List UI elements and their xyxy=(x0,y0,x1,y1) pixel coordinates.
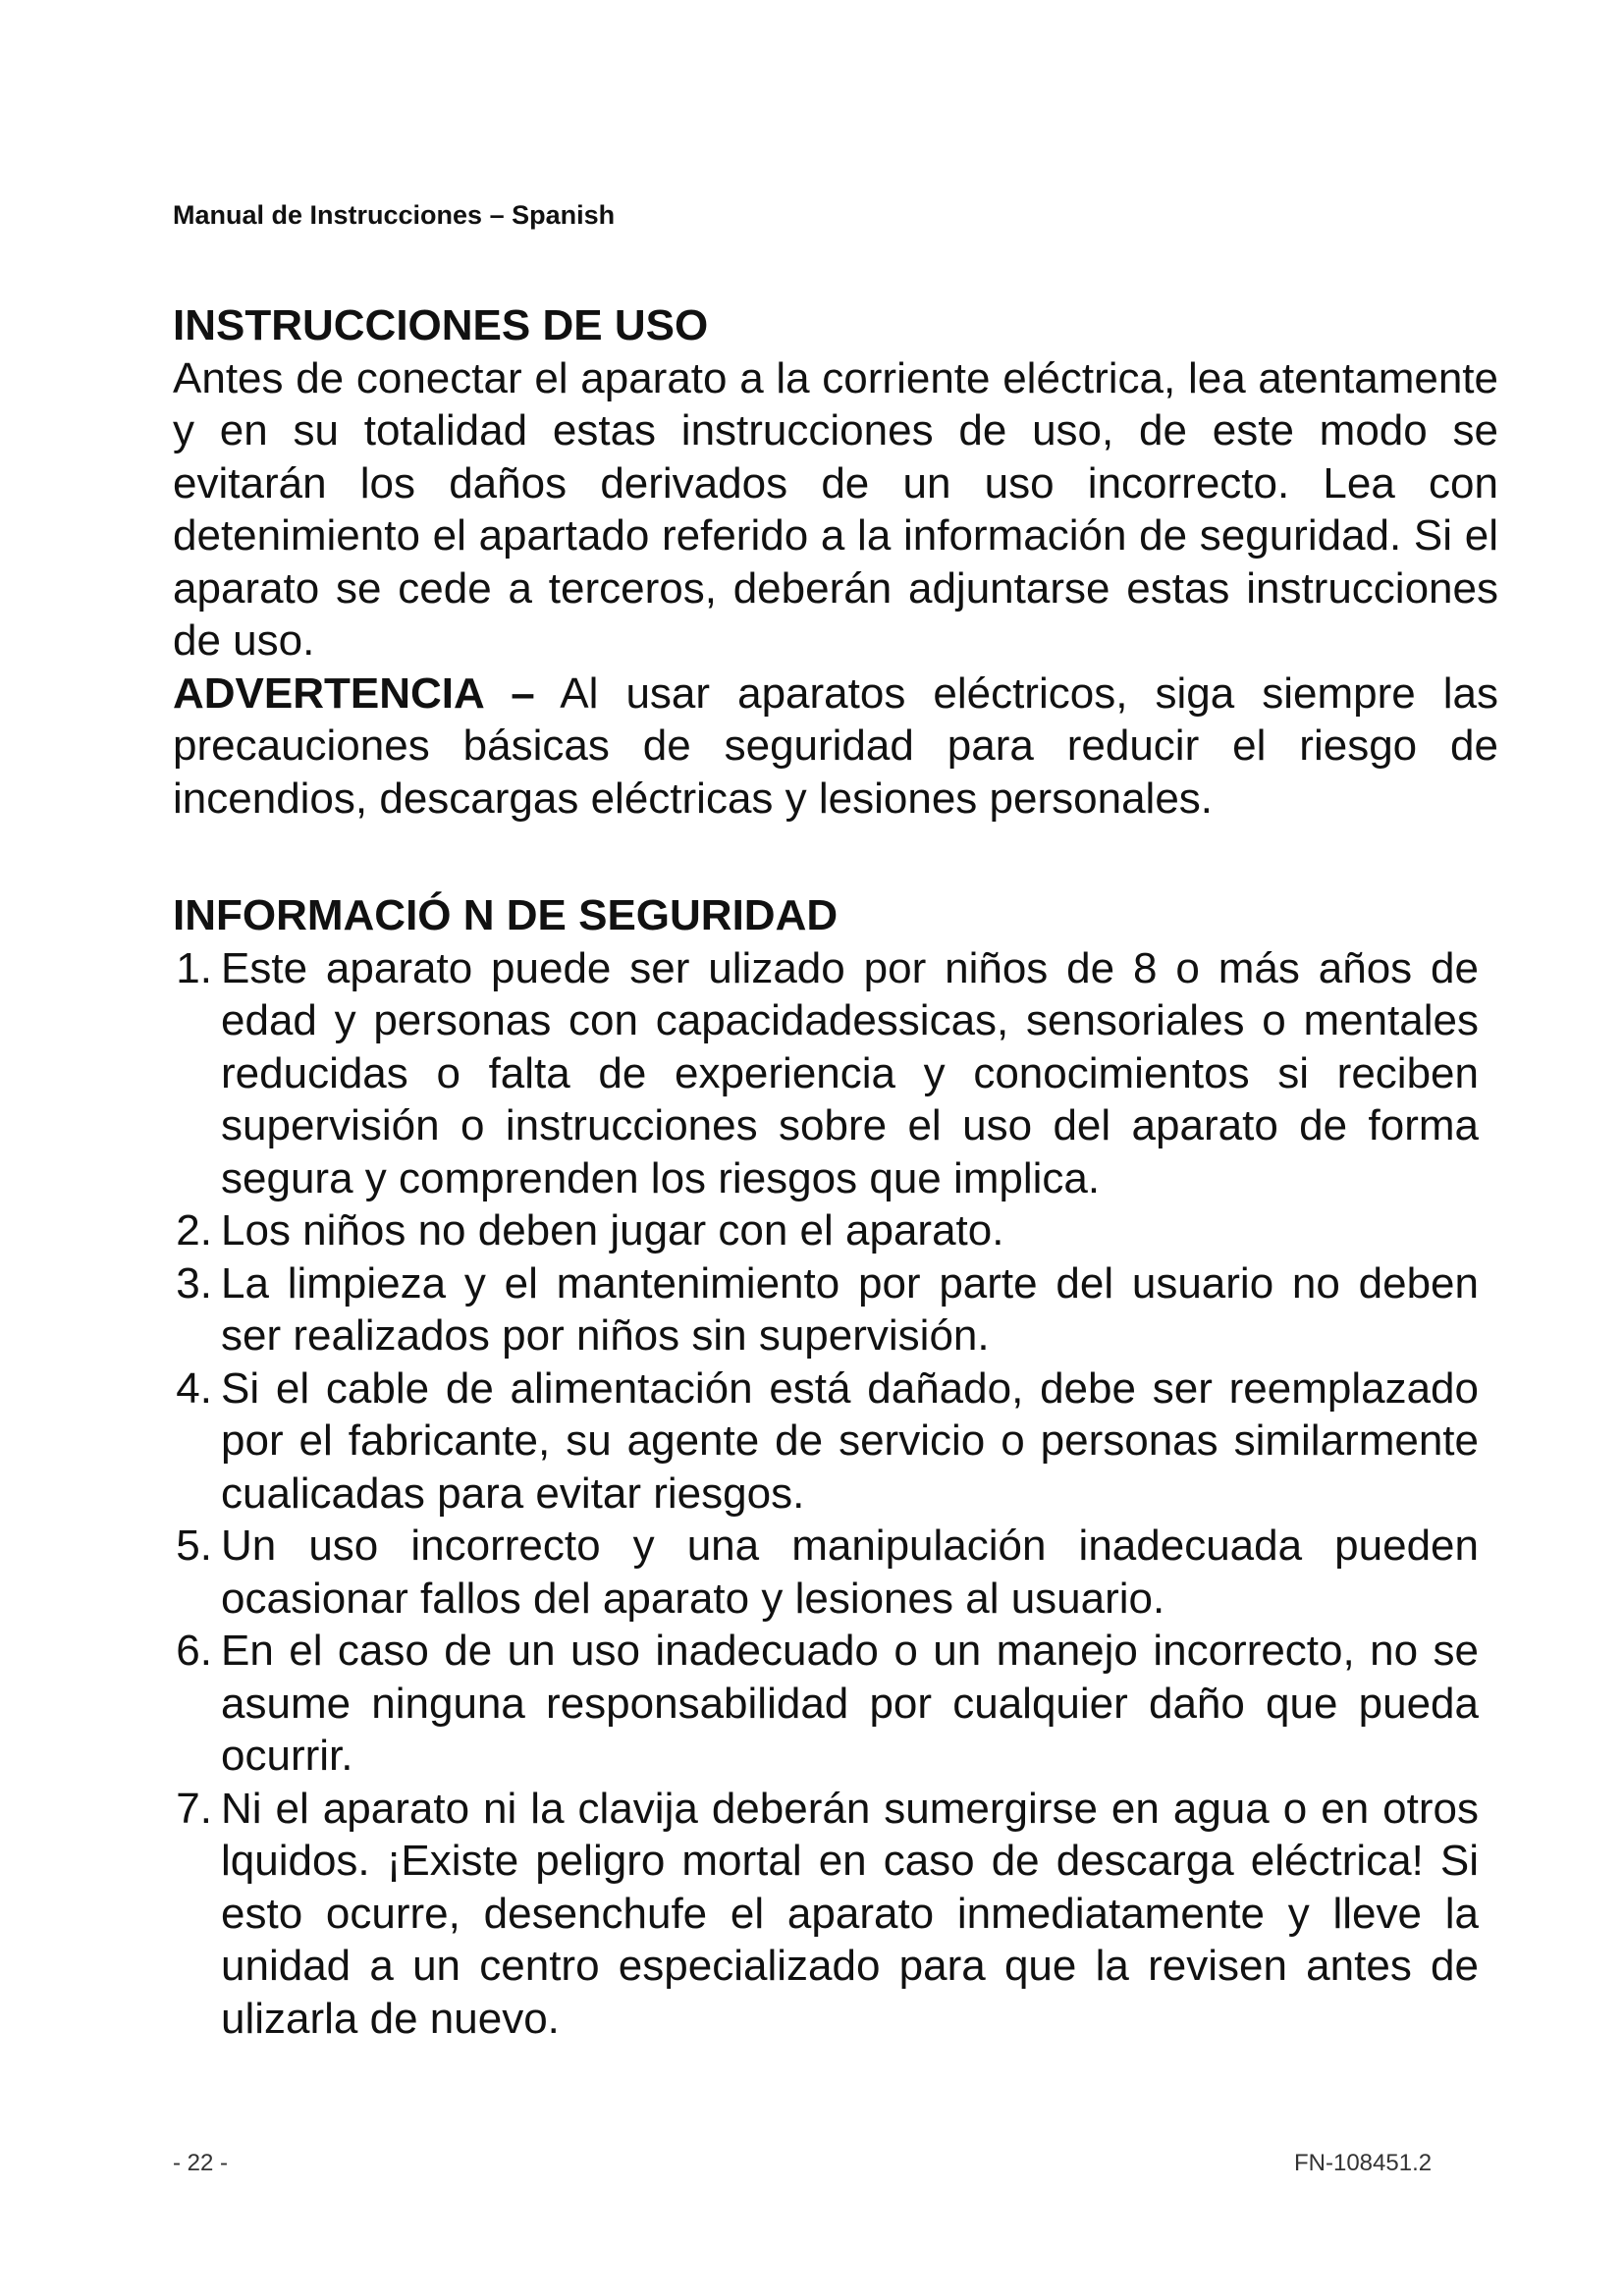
section-spacer xyxy=(173,825,1498,889)
warning-paragraph xyxy=(173,667,1498,826)
list-item-text: Un uso incorrecto y una manipulación inadecuada pueden ocasionar fallos del aparato y lesiones al usuario. xyxy=(221,1522,1479,1623)
list-item-number: 1. xyxy=(176,943,212,992)
list-item xyxy=(173,1520,1479,1625)
warning-label: ADVERTENCIA – xyxy=(173,668,535,718)
page-content xyxy=(173,299,1498,2045)
document-code: FN-108451.2 xyxy=(1294,2150,1433,2176)
list-item xyxy=(173,1257,1479,1362)
list-item xyxy=(173,1204,1479,1257)
instructions-heading: INSTRUCCIONES DE USO xyxy=(173,301,709,349)
list-item-number: 5. xyxy=(176,1522,212,1570)
list-item xyxy=(173,942,1479,1205)
list-item-text: Este aparato puede ser ulizado por niños de 8 o más años de edad y personas con capacidadessicas, sensoriales o mentales reducidas o falta de experiencia y conocimientos si reciben supervisión o instrucciones sobre el uso del aparato de forma segura y comprenden los riesgos que implica. xyxy=(221,943,1479,1202)
page-header: Manual de Instrucciones – Spanish xyxy=(173,200,616,230)
list-item xyxy=(173,1362,1479,1521)
list-item xyxy=(173,1625,1479,1783)
list-item-text: Si el cable de alimentación está dañado, debe ser reemplazado por el fabricante, su agente de servicio o personas similarmente cualicadas para evitar riesgos. xyxy=(221,1363,1479,1518)
instructions-paragraph: Antes de conectar el aparato a la corriente eléctrica, lea atentamente y en su totalidad estas instrucciones de uso, de este modo se evitarán los daños derivados de un uso incorrecto. Lea con detenimiento el apartado referido a la información de seguridad. Si el aparato se cede a terceros, deberán adjuntarse estas instrucciones de uso. xyxy=(173,353,1498,665)
list-item-text: Los niños no deben jugar con el aparato. xyxy=(221,1206,1004,1255)
list-item xyxy=(173,1783,1479,2046)
list-item-number: 2. xyxy=(176,1206,212,1255)
list-item-number: 6. xyxy=(176,1627,212,1675)
list-item-number: 4. xyxy=(176,1363,212,1413)
page-number: - 22 - xyxy=(173,2150,229,2176)
list-item-number: 3. xyxy=(176,1258,212,1308)
safety-list xyxy=(173,942,1498,2046)
list-item-text: La limpieza y el mantenimiento por parte del usuario no deben ser realizados por niños sin supervisión. xyxy=(221,1258,1479,1360)
safety-heading: INFORMACIÓ N DE SEGURIDAD xyxy=(173,891,839,939)
list-item-number: 7. xyxy=(176,1784,212,1833)
list-item-text: Ni el aparato ni la clavija deberán sumergirse en agua o en otros lquidos. ¡Existe peligro mortal en caso de descarga eléctrica! Si esto ocurre, desenchufe el aparato inmediatamente y lleve la unidad a un centro especializado para que la revisen antes de ulizarla de nuevo. xyxy=(221,1784,1479,2043)
list-item-text: En el caso de un uso inadecuado o un manejo incorrecto, no se asume ninguna responsabilidad por cualquier daño que pueda ocurrir. xyxy=(221,1627,1479,1780)
warning-text: Al usar aparatos eléctricos, siga siempre las precauciones básicas de seguridad para reducir el riesgo de incendios, descargas eléctricas y lesiones personales. xyxy=(173,668,1498,823)
